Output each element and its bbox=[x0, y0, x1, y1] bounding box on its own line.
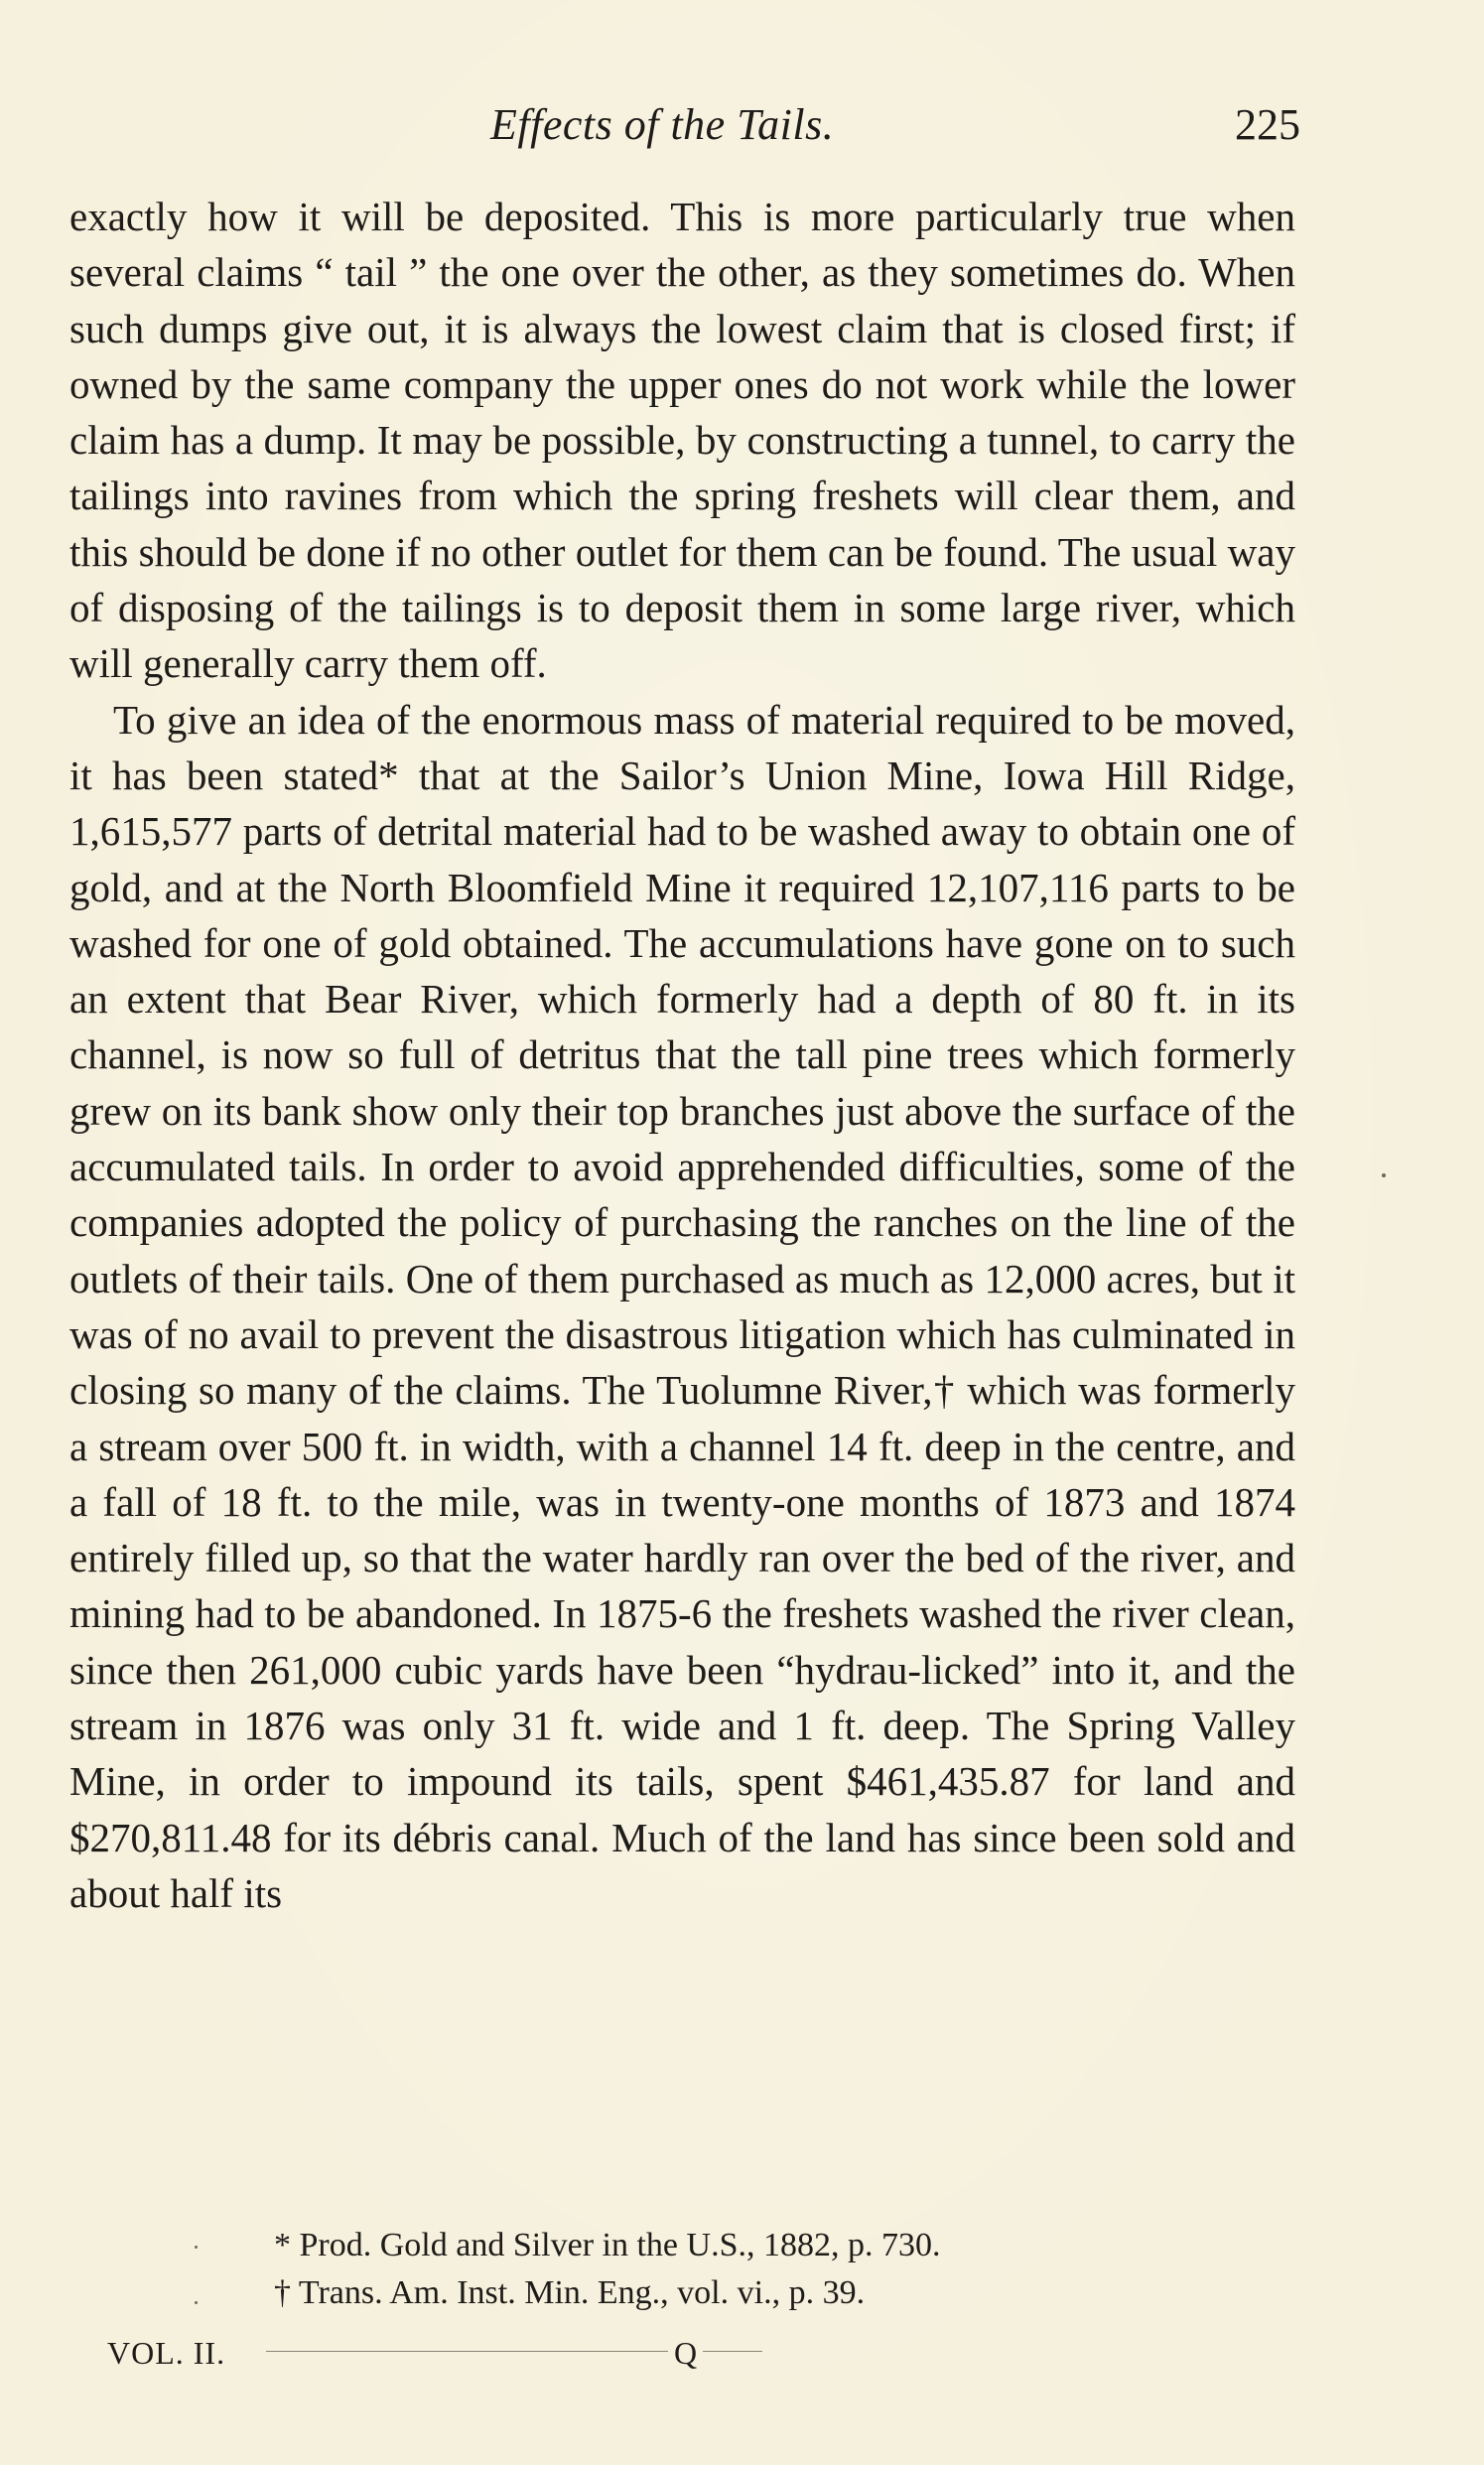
running-head bbox=[69, 99, 1300, 159]
signature-mark: Q bbox=[668, 2335, 703, 2372]
signature-line bbox=[107, 2329, 703, 2379]
paragraph-tailings-mass: To give an idea of the enormous mass of material required to be moved, it has been stated* that at the Sailor’s Union Mine, Iowa Hill Ridge, 1,615,577 parts of detrital material had to be washed away to obtain one of gold, and at the North Bloomfield Mine it required 12,107,116 parts to be washed for one of gold obtained. The accumulations have gone on to such an extent that Bear River, which formerly had a depth of 80 ft. in its channel, is now so full of detritus that the tall pine trees which formerly grew on its bank show only their top branches just above the surface of the accumulated tails. In order to avoid apprehended difficulties, some of the companies adopted the policy of purchasing the ranches on the line of the outlets of their tails. One of them purchased as much as 12,000 acres, but it was of no avail to prevent the disastrous litigation which has culminated in closing so many of the claims. The Tuolumne River,† which was formerly a stream over 500 ft. in width, with a channel 14 ft. deep in the centre, and a fall of 18 ft. to the mile, was in twenty-one months of 1873 and 1874 entirely filled up, so that the water hardly ran over the bed of the river, and mining had to be abandoned. In 1875-6 the freshets washed the river clean, since then 261,000 cubic yards have been “hydrau-licked” into it, and the stream in 1876 was only 31 ft. wide and 1 ft. deep. The Spring Valley Mine, in order to impound its tails, spent $461,435.87 for land and $270,811.48 for its débris canal. Much of the land has since been sold and about half its bbox=[69, 696, 1295, 1916]
running-title: Effects of the Tails. bbox=[490, 100, 835, 149]
paper-speck bbox=[1382, 1173, 1386, 1177]
paragraph-continued: exactly how it will be deposited. This is more particularly true when several claims “ tail ” the one over the other, as they sometimes do. When such dumps give out, it is always the lowest claim that is closed first; if owned by the same company the upper ones do not work while the lower claim has a dump. It may be possible, by constructing a tunnel, to carry the tailings into ravines from which the spring freshets will clear them, and this should be done if no other outlet for them can be found. The usual way of disposing of the tailings is to deposit them in some large river, which will generally carry them off. bbox=[69, 194, 1295, 687]
body-text bbox=[69, 189, 1295, 1921]
footnote-trans-am-inst: † Trans. Am. Inst. Min. Eng., vol. vi., p. 39. bbox=[274, 2274, 866, 2311]
paper-speck bbox=[195, 2246, 198, 2249]
volume-label: VOL. II. bbox=[107, 2335, 226, 2371]
footnote-prod-gold-silver: * Prod. Gold and Silver in the U.S., 1882, p. 730. bbox=[274, 2227, 941, 2263]
page-number: 225 bbox=[1235, 100, 1300, 149]
paper-speck bbox=[195, 2301, 198, 2304]
